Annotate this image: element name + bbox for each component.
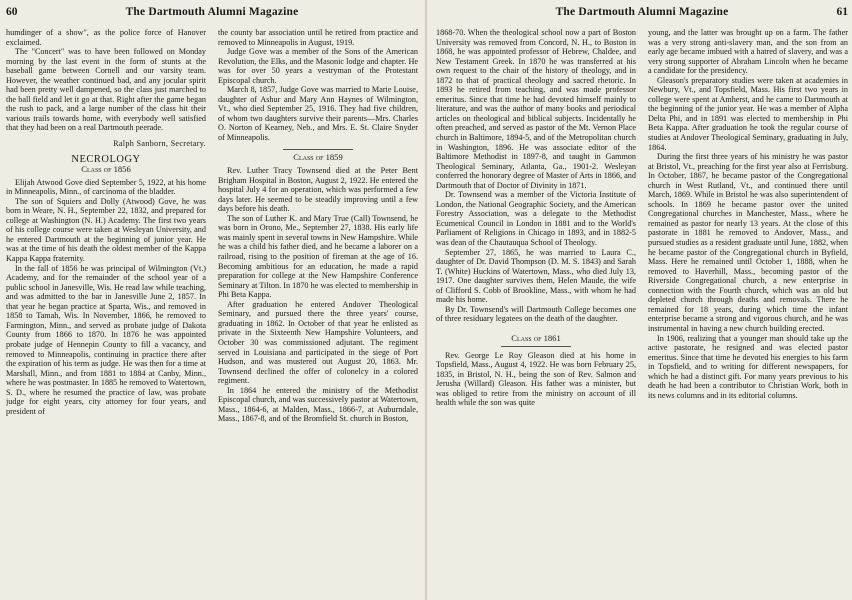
secretary-signature: Ralph Sanborn, Secretary. [113, 139, 206, 149]
paragraph: The son of Squiers and Dolly (Atwood) Gove, he was born in Weare, N. H., September 22, 1832, and prepared for college at Washington (N. H.) Academy. The first two years of his college course were taken at Wesleyan University, and he entered Dartmouth at the beginning of junior year. He was at the time of his death the oldest member of the Kappa Kappa Kappa fraternity. [6, 196, 206, 264]
page-number: 61 [836, 6, 848, 18]
paragraph: By Dr. Townsend's will Dartmouth College becomes one of three residuary legatees on the death of the daughter. [436, 304, 636, 324]
column-1 [436, 28, 636, 596]
paragraph: During the first three years of his ministry he was pastor at Bristol, Vt., preaching for the first year also at Ferrisburg. In October, 1867, he became pastor of the Congregational church in West Rutland, Vt., and continued there until March, 1869. While in Bristol he was also superintendent of schools. In 1869 he became pastor over the united Congregational churches in Manchester, Mass., where he remained as pastor for nearly 13 years. At the close of this pastorate in 1881 he removed to Andover, Mass., and pursued studies as a resident graduate until June, 1882, when he became pastor of the Congregational church in Byfield, Mass. Here he remained until October 1, 1888, when he removed to Haverhill, Mass., becoming pastor of the Riverside Congregational church, a new enterprise in connection with the Fourth church, which was an old but depleted church through deaths and removals. There he remained for 18 years, during which time the infant enterprise became a strong and vigorous church, and he was instrumental in having a new church building erected. [648, 152, 848, 333]
class-heading: Class of 1856 [81, 164, 131, 175]
paragraph: the county bar association until he retired from practice and removed to Minneapolis in August, 1919. [218, 28, 418, 47]
paragraph: humdinger of a show", as the police force of Hanover exclaimed. [6, 28, 206, 47]
left-page-columns [6, 28, 418, 596]
paragraph: Elijah Atwood Gove died September 5, 1922, at his home in Minneapolis, Minn., of carcinoma of the bladder. [6, 177, 206, 197]
paragraph: September 27, 1865, he was married to Laura C., daughter of Dr. David Thompson (D. M. S. 1843) and Sarah T. (White) Huckins of Watertown, Mass., who died July 13, 1917. One daughter survives them, Helen Maude, the wife of Clifford S. Cobb of Brookline, Mass., with whom he had made his home. [436, 247, 636, 305]
class-heading: Class of 1861 [501, 334, 571, 347]
paragraph: March 8, 1857, Judge Gove was married to Marie Louise, daughter of Ashur and Mary Ann Haynes of Wilmington, Vt., who died September 25, 1916. They had five children, of whom two daughters survive their parents—Mrs. Charles O. Norton of Kearney, Neb., and Mrs. E. St. Claire Snyder of Minneapolis. [218, 85, 418, 143]
running-head: The Dartmouth Alumni Magazine [555, 6, 729, 18]
paragraph: Gleason's preparatory studies were taken at academies in Newbury, Vt., and Topsfield, Mass. His first two years in college were spent at Amherst, and he came to Dartmouth at the beginning of the junior year. He was a member of Alpha Delta Phi, and in 1891 was elected to membership in Phi Beta Kappa. After graduation he took the regular course of studies at Andover Theological Seminary, graduating in July, 1864. [648, 75, 848, 152]
column-2 [218, 28, 418, 596]
paragraph: In 1864 he entered the ministry of the Methodist Episcopal church, and was successively pastor at Watertown, Mass., 1864-6, at Malden, Mass., 1866-7, at Auburndale, Mass., 1867-8, and of the Bromfield St. church in Boston, [218, 385, 418, 424]
column-1 [6, 28, 206, 596]
page-number: 60 [6, 6, 18, 18]
paragraph: Rev. George Le Roy Gleason died at his home in Topsfield, Mass., August 4, 1922. He was born February 25, 1835, in Bristol, N. H., being the son of Rev. Salmon and Jerusha (Willard) Gleason. His father was a minister, but was obliged to retire from the ministry on account of ill health while the son was quite [436, 350, 636, 408]
paragraph: In the fall of 1856 he was principal of Wilmington (Vt.) Academy, and for the remainder of the school year of a public school in Janesville, Wis. He read law while teaching, and was admitted to the bar in Janesville June 2, 1857. In that year he began practice at Sparta, Wis., and removed in 1858 to Tamah, Wis. In November, 1866, he removed to Farmington, Minn., and served as probate judge of Dakota County from 1866 to 1870. In 1876 he was appointed probate judge of Hennepin County to fill a vacancy, and removed to Minneapolis, continuing in practice there after the expiration of his term as judge. He was then for a time at Marshall, Minn., and from 1881 to 1884 at Canby, Minn., where he was postmaster. In 1885 he removed to Watertown, S. D., where he resumed the practice of law, was probate judge for eight years, city attorney for four years, and president of [6, 263, 206, 416]
class-heading: Class of 1859 [283, 149, 353, 163]
paragraph: Judge Gove was a member of the Sons of the American Revolution, the Elks, and the Masonic lodge and chapter. He was for over 50 years a vestryman of the Protestant Episcopal church. [218, 47, 418, 85]
running-head: The Dartmouth Alumni Magazine [125, 6, 299, 18]
paragraph: After graduation he entered Andover Theological Seminary, and pursued there the three years' course, graduating in 1862. In October of that year he enlisted as private in the Sixteenth New Hampshire Volunteers, and October 30 was commissioned adjutant. The regiment served in Louisiana and participated in the siege of Port Hudson, and was mustered out August 20, 1863. Mr. Townsend declined the offer of colonelcy in a colored regiment. [218, 299, 418, 386]
paragraph: The son of Luther K. and Mary True (Call) Townsend, he was born in Orono, Me., September 27, 1838. His early life was mainly spent in several towns in New Hampshire. While he was a child his father died, and he became a laborer on a railroad, rising to the position of fireman at the age of 16. Becoming ambitious for an education, he made a rapid preparation for college at the New Hampshire Conference Seminary at Tilton. In 1870 he was elected to membership in Phi Beta Kappa. [218, 213, 418, 300]
section-heading: NECROLOGY [71, 153, 141, 165]
column-2 [648, 28, 848, 596]
right-page-header [436, 6, 848, 24]
right-page-columns [436, 28, 848, 596]
right-page [436, 0, 848, 600]
paragraph: 1868-70. When the theological school now a part of Boston University was removed from Concord, N. H., to Boston in 1868, he was appointed professor of Hebrew, Chaldee, and New Testament Greek. In 1870 he was transferred at his own request to the chair of the history of theology, and in 1872 to that of practical theology and sacred rhetoric. In 1893 he retired from teaching, and was made professor emeritus. Since that time he had devoted himself mainly to literature, and was the author of many books and periodical articles on theological and biblical subjects. Incidentally he often preached, and served as pastor of the Mt. Vernon Place church in Baltimore, 1894-5, and of the Metropolitan church in Washington, 1896. He was associate editor of the Baltimore Methodist in 1897-8, and taught in Gammon Theological Seminary, Atlanta, Ga., 1901-2. Wesleyan conferred the honorary degree of Master of Arts in 1866, and Dartmouth that of Doctor of Divinity in 1871. [436, 28, 636, 190]
left-page-header [6, 6, 418, 24]
page-gutter [425, 0, 427, 600]
paragraph: young, and the latter was brought up on a farm. The father was a very strong anti-slavery man, and the son from an early age became imbued with a hatred of slavery, and was a very strong supporter of Abraham Lincoln when he became a candidate for the presidency. [648, 28, 848, 76]
paragraph: Rev. Luther Tracy Townsend died at the Peter Bent Brigham Hospital in Boston, August 2, 1922. He entered the hospital July 4 for an operation, which was performed a few days later. He seemed to be steadily improving until a few days before his death. [218, 166, 418, 214]
paragraph: In 1906, realizing that a younger man should take up the active pastorate, he resigned and was elected pastor emeritus. Since that time he devoted his energies to his farm in Topsfield, and to writing for different newspapers, for which he had a distinct gift. For many years previous to his death he had been a contributor to Christian Work, both in its news columns and in its editorial columns. [648, 333, 848, 400]
paragraph: The "Concert" was to have been followed on Monday morning by the last event in the form of stunts at the baseball game between Cornell and our varsity team. However, the weather continued bad, and any jocular spirit had been pretty well dampened, so the class just marched to the ball field and let it go at that. Right after the game began the rush to pack, and a large number of the class hit their various trails towards home, with everybody well satisfied that they had been on a real Dartmouth peerade. [6, 47, 206, 133]
left-page [6, 0, 418, 600]
paragraph: Dr. Townsend was a member of the Victoria Institute of London, the National Geographic Society, and the American Forestry Association, was a delegate to the Methodist Ecumenical Council in London in 1881 and to the World's Parliament of Religions in Chicago in 1893, and in 1882-5 was dean of the Chautauqua School of Theology. [436, 190, 636, 248]
